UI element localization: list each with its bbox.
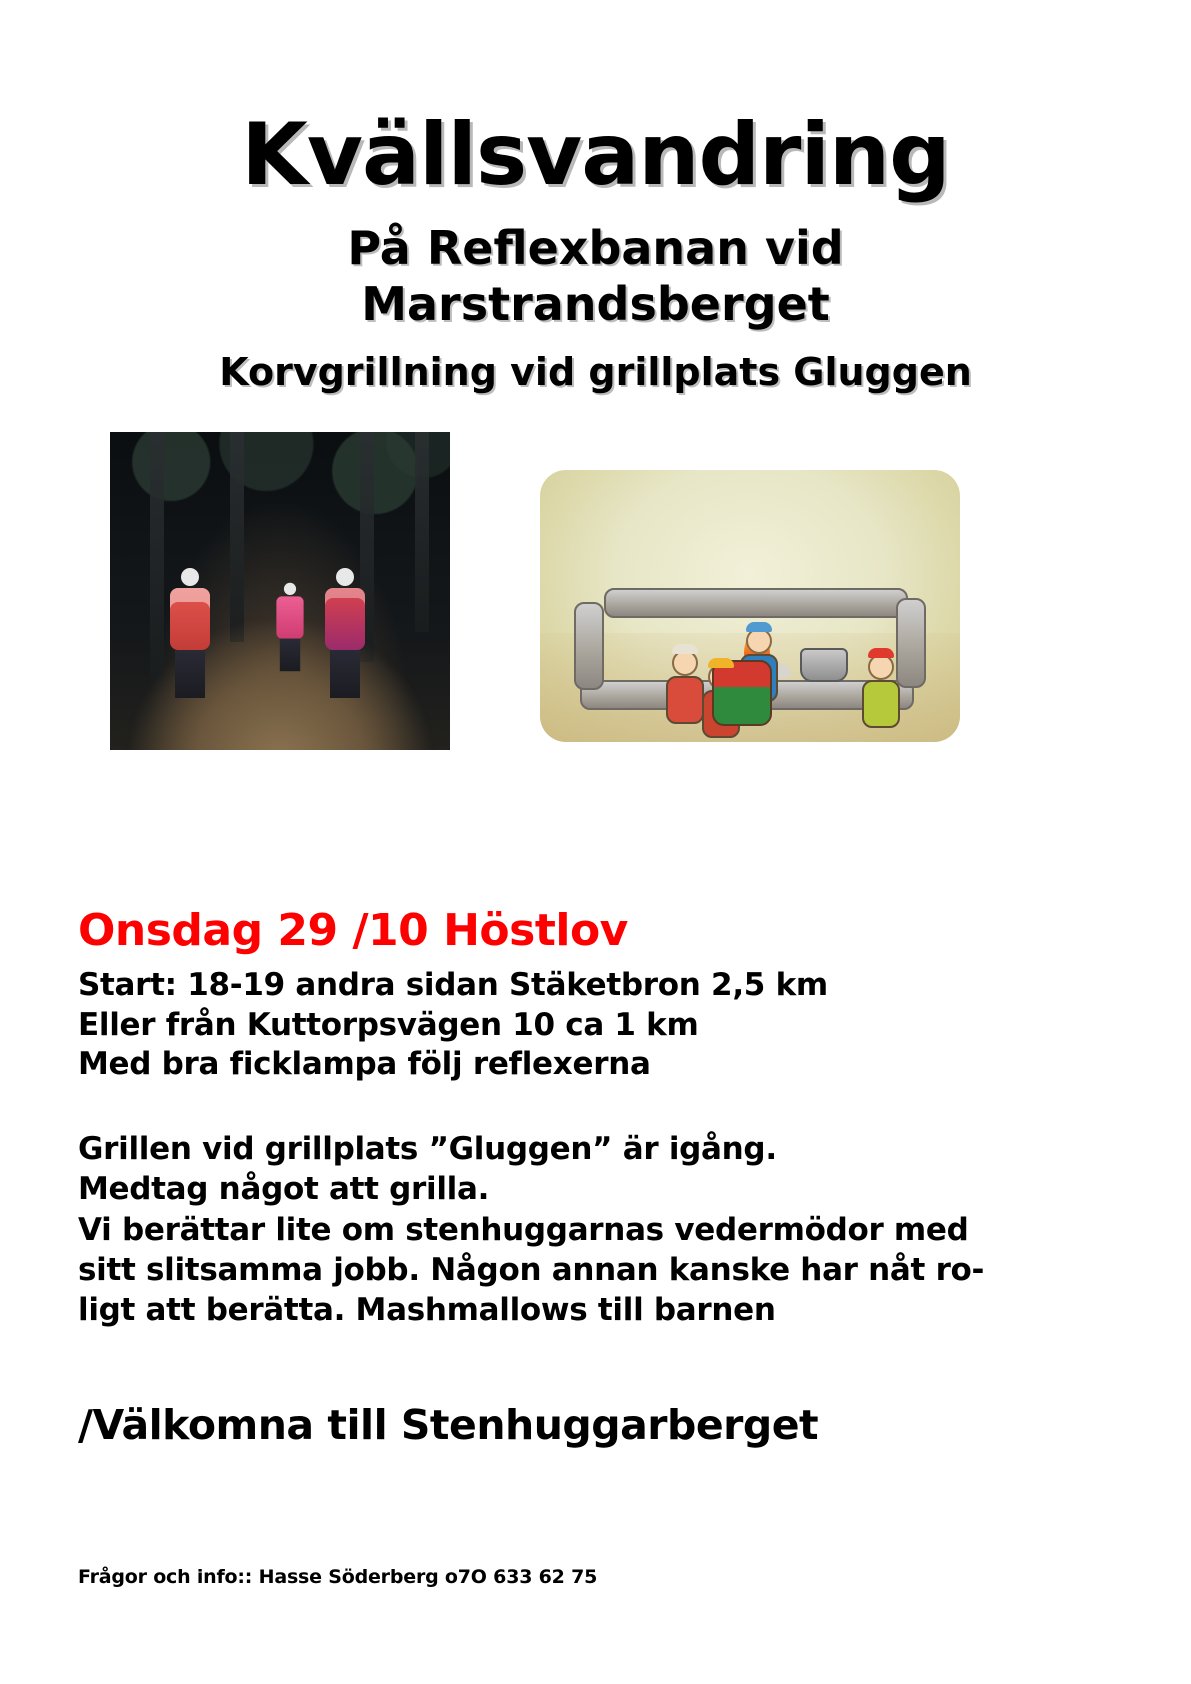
night-hike-photo bbox=[110, 432, 450, 750]
person-figure bbox=[862, 648, 900, 728]
person-figure bbox=[666, 644, 704, 724]
subtitle-line-1: På Reflexbanan vid bbox=[347, 221, 844, 275]
page-title: Kvällsvandring bbox=[241, 105, 950, 205]
subtitle bbox=[0, 220, 1191, 332]
info-line: Eller från Kuttorpsvägen 10 ca 1 km bbox=[78, 1006, 699, 1043]
log-bench bbox=[574, 602, 604, 690]
title-block bbox=[0, 105, 1191, 395]
paragraph-line: Medtag något att grilla. bbox=[78, 1171, 490, 1208]
tertiary-title: Korvgrillning vid grillplats Gluggen bbox=[219, 350, 972, 395]
info-line: Med bra ficklampa följ reflexerna bbox=[78, 1046, 651, 1083]
backpack-icon bbox=[712, 660, 772, 726]
hiker-figure bbox=[170, 568, 210, 698]
cooking-pot-icon bbox=[800, 648, 848, 682]
paragraph-line: sitt slitsamma jobb. Någon annan kanske har nåt ro- bbox=[78, 1251, 985, 1288]
hiker-figure bbox=[325, 568, 365, 698]
info-line: Start: 18-19 andra sidan Stäketbron 2,5 km bbox=[78, 967, 828, 1003]
contact-footer: Frågor och info:: Hasse Söderberg o7O 633 62 75 bbox=[78, 1566, 598, 1588]
images-row bbox=[0, 432, 1191, 782]
tree-trunk bbox=[415, 432, 429, 632]
child-hiker-figure bbox=[276, 583, 303, 671]
spacer bbox=[78, 1085, 1131, 1129]
log-bench bbox=[896, 598, 926, 688]
tree-trunk bbox=[230, 432, 244, 642]
paragraph-line: ligt att berätta. Mashmallows till barnen bbox=[78, 1292, 776, 1329]
log-bench bbox=[604, 588, 908, 618]
body-text bbox=[78, 905, 1131, 1449]
campfire-illustration bbox=[540, 470, 960, 742]
welcome-line: /Välkomna till Stenhuggarberget bbox=[78, 1400, 819, 1449]
event-date: Onsdag 29 /10 Höstlov bbox=[78, 905, 628, 956]
paragraph-line: Vi berättar lite om stenhuggarnas vedermödor med bbox=[78, 1211, 969, 1248]
subtitle-line-2: Marstrandsberget bbox=[361, 277, 830, 332]
paragraph-line: Grillen vid grillplats ”Gluggen” är igång. bbox=[78, 1131, 777, 1168]
